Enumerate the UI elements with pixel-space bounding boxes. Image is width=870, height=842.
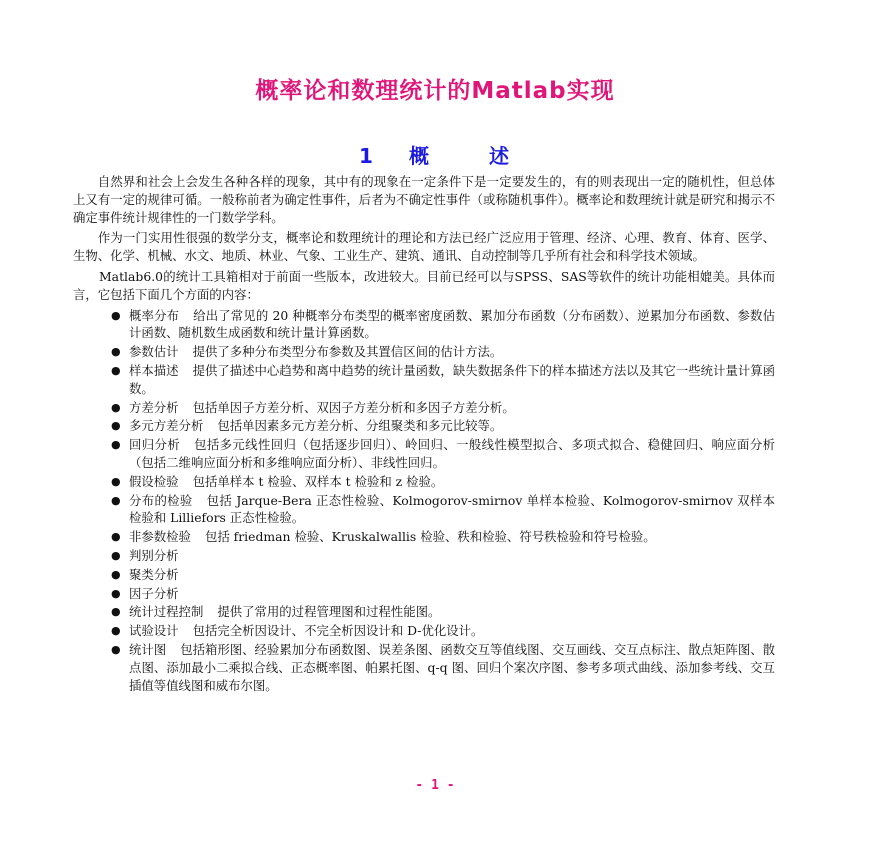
list-item (73, 399, 775, 417)
bullet-icon: ● (111, 363, 121, 377)
topic-description: 包括单因子方差分析、双因子方差分析和多因子方差分析。 (192, 399, 515, 415)
section-number: 1 (359, 144, 375, 168)
topic-term: 非参数检验 (129, 529, 191, 545)
bullet-icon: ● (111, 567, 121, 581)
topic-description: 给出了常见的 20 种概率分布类型的概率密度函数、累加分布函数（分布函数）、逆累加分布函数、参数估计函数、随机数生成函数和统计量计算函数。 (129, 307, 775, 341)
bullet-icon: ● (111, 586, 121, 600)
list-item (73, 362, 775, 398)
topic-list (73, 307, 775, 695)
bullet-icon: ● (111, 548, 121, 562)
list-item (73, 641, 775, 694)
topic-term: 统计过程控制 (129, 604, 204, 620)
list-item (73, 585, 775, 603)
bullet-icon: ● (111, 400, 121, 414)
topic-description: 包括 Jarque-Bera 正态性检验、Kolmogorov-smirnov 单样本检验、Kolmogorov-smirnov 双样本检验和 Lilliefors 正态性检验。 (129, 492, 775, 526)
section-title-char-2: 述 (488, 144, 511, 168)
topic-description: 包括 friedman 检验、Kruskalwallis 检验、秩和检验、符号秩检验和符号检验。 (204, 529, 656, 545)
topic-description: 提供了描述中心趋势和离中趋势的统计量函数，缺失数据条件下的样本描述方法以及其它一些统计量计算函数。 (129, 362, 776, 396)
page-number: - 1 - (415, 778, 455, 793)
topic-term: 聚类分析 (129, 566, 179, 582)
list-item (73, 436, 775, 472)
body-text (73, 173, 775, 695)
topic-term: 分布的检验 (129, 492, 193, 508)
topic-term: 参数估计 (129, 344, 179, 360)
topic-description: 包括单因素多元方差分析、分组聚类和多元比较等。 (217, 418, 503, 434)
paragraph-applications: 作为一门实用性很强的数学分支，概率论和数理统计的理论和方法已经广泛应用于管理、经济、心理、教育、体育、医学、生物、化学、机械、水文、地质、林业、气象、工业生产、建筑、通讯、自动控制等几乎所有社会和科学技术领域。 (73, 230, 775, 264)
bullet-icon: ● (111, 308, 121, 322)
topic-description: 包括单样本 t 检验、双样本 t 检验和 z 检验。 (192, 473, 444, 489)
bullet-icon: ● (111, 493, 121, 507)
topic-description: 包括多元线性回归（包括逐步回归）、岭回归、一般线性模型拟合、多项式拟合、稳健回归、响应面分析（包括二维响应面分析和多维响应面分析）、非线性回归。 (129, 437, 775, 470)
topic-term: 假设检验 (129, 473, 179, 489)
paragraph-matlab-toolbox: Matlab6.0的统计工具箱相对于前面一些版本，改进较大。目前已经可以与SPSS、SAS等软件的统计功能相媲美。具体而言，它包括下面几个方面的内容： (73, 268, 775, 302)
list-item (73, 343, 775, 361)
list-item (73, 492, 775, 528)
bullet-icon: ● (111, 642, 121, 656)
paragraph-intro: 自然界和社会上会发生各种各样的现象，其中有的现象在一定条件下是一定要发生的，有的则表现出一定的随机性，但总体上又有一定的规律可循。一般称前者为确定性事件，后者为不确定性事件（或称随机事件）。概率论和数理统计就是研究和揭示不确定事件统计规律性的一门数学学科。 (73, 174, 775, 225)
bullet-icon: ● (111, 474, 121, 488)
list-item (73, 417, 775, 435)
topic-description: 包括箱形图、经验累加分布函数图、误差条图、函数交互等值线图、交互画线、交互点标注、散点矩阵图、散点图、添加最小二乘拟合线、正态概率图、帕累托图、q-q 图、回归个案次序图、参考多项式曲线、添加参考线、交互插值等值线图和威布尔图。 (129, 641, 776, 693)
topic-term: 多元方差分析 (129, 418, 204, 434)
bullet-icon: ● (111, 605, 121, 619)
topic-term: 回归分析 (129, 437, 181, 453)
topic-term: 样本描述 (129, 362, 179, 378)
list-item (73, 547, 775, 565)
list-item (73, 473, 775, 491)
topic-description: 提供了常用的过程管理图和过程性能图。 (217, 604, 441, 620)
bullet-icon: ● (111, 530, 121, 544)
topic-term: 统计图 (129, 641, 167, 657)
list-item (73, 528, 775, 546)
topic-term: 试验设计 (129, 623, 179, 639)
bullet-icon: ● (111, 345, 121, 359)
section-title-char-1: 概 (408, 144, 431, 168)
list-item (73, 307, 775, 343)
topic-description: 包括完全析因设计、不完全析因设计和 D-优化设计。 (192, 623, 484, 639)
bullet-icon: ● (111, 624, 121, 638)
list-item (73, 603, 775, 621)
topic-term: 概率分布 (129, 307, 180, 323)
bullet-icon: ● (111, 419, 121, 433)
topic-term: 判别分析 (129, 547, 179, 563)
section-heading (0, 140, 870, 169)
topic-description: 提供了多种分布类型分布参数及其置信区间的估计方法。 (192, 344, 503, 360)
list-item (73, 622, 775, 640)
topic-term: 因子分析 (129, 585, 179, 601)
topic-term: 方差分析 (129, 399, 179, 415)
bullet-icon: ● (111, 438, 121, 452)
document-title: 概率论和数理统计的Matlab实现 (255, 78, 615, 104)
list-item (73, 566, 775, 584)
